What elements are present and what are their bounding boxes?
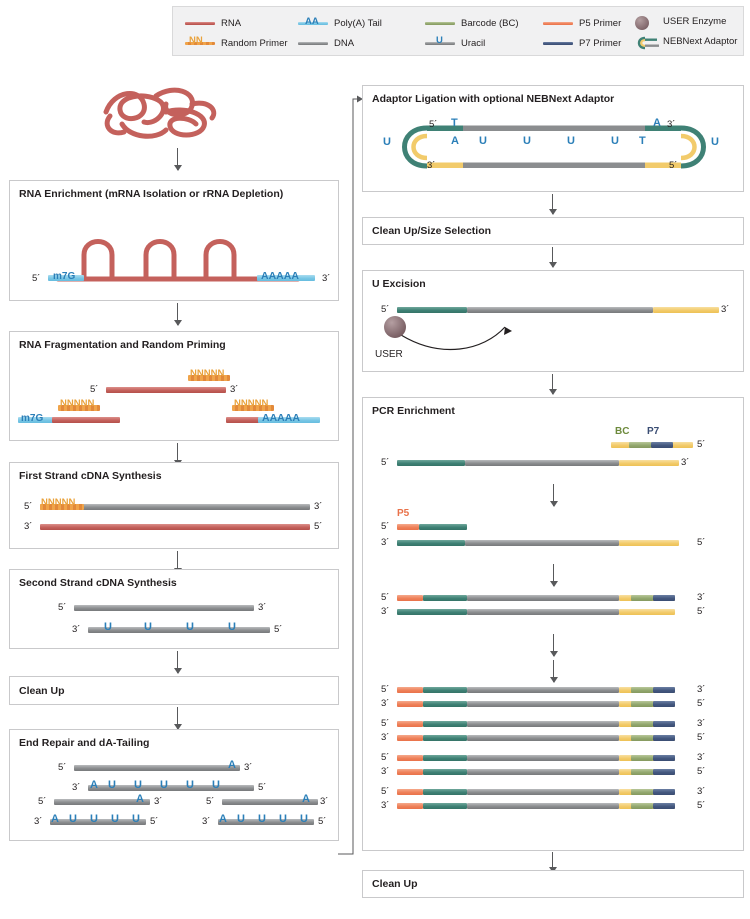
pcr3-barcode-top xyxy=(631,595,653,601)
lib1-barcode-top xyxy=(631,687,653,693)
uracil-4: U xyxy=(228,621,236,633)
lib4-p7-bottom xyxy=(653,803,675,809)
panel-title-final-clean-up: Clean Up xyxy=(372,878,418,890)
lib4-dna-top xyxy=(467,789,619,795)
lib4-bot-3prime: 3´ xyxy=(381,800,390,811)
arrow-excision-to-pcr xyxy=(552,374,553,394)
er3-u1: U xyxy=(237,813,245,825)
pcr2-adaptor-top xyxy=(419,524,467,530)
frag-right-polya-label: AAAAA xyxy=(262,412,300,424)
lib4-p7-top xyxy=(653,789,675,795)
lib3-adaptor-bottom xyxy=(423,769,467,775)
panel-rna-fragmentation xyxy=(9,331,339,441)
panel-title-u-excision: U Excision xyxy=(372,278,426,290)
legend-item-polya: AA Poly(A) Tail xyxy=(298,16,382,30)
er3-bot-3prime: 3´ xyxy=(202,816,211,827)
lig-a-right: A xyxy=(653,117,661,129)
lib3-bot-5prime: 5´ xyxy=(697,766,706,777)
er-top-3prime: 3´ xyxy=(244,762,253,773)
lib3-p7-top xyxy=(653,755,675,761)
ue-5prime: 5´ xyxy=(381,304,390,315)
er2-top-5prime: 5´ xyxy=(38,796,47,807)
uracil-1: U xyxy=(104,621,112,633)
end-repair-3-a-top: A xyxy=(302,793,310,805)
lib1-bot-3prime: 3´ xyxy=(381,698,390,709)
pcr1-5prime: 5´ xyxy=(381,457,390,468)
pcr2-bot-5prime: 5´ xyxy=(697,537,706,548)
er-u5: U xyxy=(212,779,220,791)
uracil-2: U xyxy=(144,621,152,633)
end-repair-a-top: A xyxy=(228,759,236,771)
pcr2-top-5prime: 5´ xyxy=(381,521,390,532)
arrow-ligation-to-cleanup xyxy=(552,194,553,214)
panel-title-pcr-enrichment: PCR Enrichment xyxy=(372,405,455,417)
lib3-top-5prime: 5´ xyxy=(381,752,390,763)
lib3-p5-bottom xyxy=(397,769,423,775)
er3-u3: U xyxy=(279,813,287,825)
lib4-barcode-bottom xyxy=(631,803,653,809)
arrow-tangle-to-enrichment xyxy=(177,148,178,170)
panel-adaptor-ligation xyxy=(362,85,744,192)
second-strand-top xyxy=(74,605,254,611)
arrow-second-strand-to-cleanup xyxy=(177,651,178,673)
er2-bot-3prime: 3´ xyxy=(34,816,43,827)
lib2-top-5prime: 5´ xyxy=(381,718,390,729)
legend-item-uracil: U Uracil xyxy=(425,36,485,50)
lib3-top-3prime: 3´ xyxy=(697,752,706,763)
pcr1-barcode-top xyxy=(629,442,651,448)
lib1-top-3prime: 3´ xyxy=(697,684,706,695)
lib4-p5-bottom xyxy=(397,803,423,809)
rna-tangle-illustration xyxy=(96,82,226,144)
fs-bottom-3prime: 3´ xyxy=(24,521,33,532)
arrow-cleanup-to-u-excision xyxy=(552,247,553,267)
panel-title-rna-enrichment: RNA Enrichment (mRNA Isolation or rRNA Depletion) xyxy=(19,188,284,200)
pcr2-p5 xyxy=(397,524,419,530)
lib4-top-5prime: 5´ xyxy=(381,786,390,797)
lig-u3: U xyxy=(567,135,575,147)
lib2-adaptor-bottom xyxy=(423,735,467,741)
panel-title-second-strand: Second Strand cDNA Synthesis xyxy=(19,577,177,589)
er-bot-3prime: 3´ xyxy=(72,782,81,793)
p5-label: P5 xyxy=(397,508,410,519)
arrow-pcr-stage2-3 xyxy=(553,564,554,586)
lig-top-3prime: 3´ xyxy=(667,119,676,130)
u-excision-dna-segment xyxy=(467,307,653,313)
pcr2-dna xyxy=(465,540,619,546)
lib4-dna-bottom xyxy=(467,803,619,809)
lib2-p7-bottom xyxy=(653,735,675,741)
lib4-barcode-top xyxy=(631,789,653,795)
arrow-pcr-to-final-cleanup xyxy=(552,852,553,872)
rna-enrichment-5prime: 5´ xyxy=(32,273,41,284)
pcr2-bot-3prime: 3´ xyxy=(381,537,390,548)
end-repair-top-strand xyxy=(74,765,240,771)
random-primer-right-label: NNNNN xyxy=(234,398,269,409)
lib2-p5-bottom xyxy=(397,735,423,741)
panel-rna-enrichment xyxy=(9,180,339,301)
lib2-adaptor-top xyxy=(423,721,467,727)
lib2-top-3prime: 3´ xyxy=(697,718,706,729)
er3-top-5prime: 5´ xyxy=(206,796,215,807)
p7-primer-icon xyxy=(543,37,573,49)
u-excision-yellow-segment xyxy=(653,307,719,313)
lib3-dna-bottom xyxy=(467,769,619,775)
pcr2-yellow xyxy=(619,540,679,546)
pcr3-p5 xyxy=(397,595,423,601)
pcr3-adaptor-top xyxy=(423,595,467,601)
random-primer-middle-label: NNNNN xyxy=(190,368,225,379)
pcr3-dna-top xyxy=(467,595,619,601)
lib3-barcode-bottom xyxy=(631,769,653,775)
lib2-p7-top xyxy=(653,721,675,727)
end-repair-a-bottom: A xyxy=(90,779,98,791)
legend-item-barcode: Barcode (BC) xyxy=(425,16,519,30)
ss-top-3prime: 3´ xyxy=(258,602,267,613)
pcr1-3prime: 3´ xyxy=(681,457,690,468)
arrow-pcr-stage3-4 xyxy=(553,634,554,656)
lib4-adaptor-bottom xyxy=(423,803,467,809)
ue-3prime: 3´ xyxy=(721,304,730,315)
p7-label: P7 xyxy=(647,426,660,437)
second-strand-bottom xyxy=(88,627,270,633)
er-top-5prime: 5´ xyxy=(58,762,67,773)
rna-icon xyxy=(185,17,215,29)
lig-u2: U xyxy=(523,135,531,147)
er-u4: U xyxy=(186,779,194,791)
panel-second-strand xyxy=(9,569,339,649)
panel-u-excision xyxy=(362,270,744,372)
lib2-bot-3prime: 3´ xyxy=(381,732,390,743)
lig-top-5prime: 5´ xyxy=(429,119,438,130)
user-enzyme-icon xyxy=(633,15,663,27)
lib4-top-3prime: 3´ xyxy=(697,786,706,797)
legend-item-dna: DNA xyxy=(298,36,354,50)
frag-mid-5prime: 5´ xyxy=(90,384,99,395)
rna-fragment-middle xyxy=(106,387,226,393)
lib1-dna-top xyxy=(467,687,619,693)
legend-item-p5-primer: P5 Primer xyxy=(543,16,621,30)
end-repair-2-a-bottom: A xyxy=(51,813,59,825)
er-u3: U xyxy=(160,779,168,791)
fs-bottom-5prime: 5´ xyxy=(314,521,323,532)
dna-icon xyxy=(298,37,328,49)
polya-label: AAAAA xyxy=(261,270,299,282)
polya-tail-icon: AA xyxy=(298,17,328,29)
ss-bottom-3prime: 3´ xyxy=(72,624,81,635)
pcr1-yellow xyxy=(619,460,679,466)
panel-clean-up xyxy=(9,676,339,705)
frag-mid-3prime: 3´ xyxy=(230,384,239,395)
lib1-barcode-bottom xyxy=(631,701,653,707)
er2-top-3prime: 3´ xyxy=(154,796,163,807)
er-bot-5prime: 5´ xyxy=(258,782,267,793)
lib2-dna-bottom xyxy=(467,735,619,741)
frag-left-m7g: m7G xyxy=(21,413,44,424)
pcr3-p7-top xyxy=(653,595,675,601)
lig-t-right: T xyxy=(639,135,646,147)
lib4-adaptor-top xyxy=(423,789,467,795)
pcr1-top-5prime: 5´ xyxy=(697,439,706,450)
lib4-p5-top xyxy=(397,789,423,795)
er-u1: U xyxy=(108,779,116,791)
fs-top-3prime: 3´ xyxy=(314,501,323,512)
barcode-icon xyxy=(425,17,455,29)
pcr3-bot-5prime: 5´ xyxy=(697,606,706,617)
user-enzyme-label: USER xyxy=(375,349,403,360)
lib1-p5-top xyxy=(397,687,423,693)
panel-end-repair xyxy=(9,729,339,841)
panel-title-clean-up: Clean Up xyxy=(19,685,65,697)
lib2-p5-top xyxy=(397,721,423,727)
pcr1-dna xyxy=(465,460,619,466)
end-repair-2-a-top: A xyxy=(136,793,144,805)
pcr3-dna-bottom xyxy=(467,609,619,615)
lib4-bot-5prime: 5´ xyxy=(697,800,706,811)
lib2-bot-5prime: 5´ xyxy=(697,732,706,743)
lib3-barcode-top xyxy=(631,755,653,761)
legend-item-nebnext-adaptor: NEBNext Adaptor xyxy=(633,34,737,48)
user-enzyme-arrow xyxy=(387,315,587,355)
p5-primer-icon xyxy=(543,17,573,29)
er2-u1: U xyxy=(69,813,77,825)
pcr3-bot-3prime: 3´ xyxy=(381,606,390,617)
lib1-bot-5prime: 5´ xyxy=(697,698,706,709)
panel-pcr-enrichment xyxy=(362,397,744,851)
lib3-adaptor-top xyxy=(423,755,467,761)
pcr1-p7-top xyxy=(651,442,673,448)
uracil-3: U xyxy=(186,621,194,633)
lig-bot-5prime: 5´ xyxy=(669,160,678,171)
end-repair-3-a-bottom: A xyxy=(219,813,227,825)
uracil-icon: U xyxy=(425,37,455,49)
lib3-p5-top xyxy=(397,755,423,761)
panel-title-end-repair: End Repair and dA-Tailing xyxy=(19,737,150,749)
er3-bot-5prime: 5´ xyxy=(318,816,327,827)
random-primer-left-label: NNNNN xyxy=(60,398,95,409)
panel-cleanup-size-selection xyxy=(362,217,744,245)
ss-top-5prime: 5´ xyxy=(58,602,67,613)
arrow-enrichment-to-fragmentation xyxy=(177,303,178,325)
lib2-dna-top xyxy=(467,721,619,727)
er-u2: U xyxy=(134,779,142,791)
er3-top-3prime: 3´ xyxy=(320,796,329,807)
pcr3-top-5prime: 5´ xyxy=(381,592,390,603)
lig-t-left: T xyxy=(451,117,458,129)
er2-u4: U xyxy=(132,813,140,825)
lib1-p7-top xyxy=(653,687,675,693)
er2-u3: U xyxy=(111,813,119,825)
arrow-cleanup-to-end-repair xyxy=(177,707,178,729)
legend xyxy=(172,6,744,56)
lib3-dna-top xyxy=(467,755,619,761)
arrow-pcr-stage4-5 xyxy=(553,660,554,682)
er2-u2: U xyxy=(90,813,98,825)
ss-bottom-5prime: 5´ xyxy=(274,624,283,635)
rna-fragment-left xyxy=(52,417,120,423)
adaptor-right-u: U xyxy=(711,136,719,148)
lig-u4: U xyxy=(611,135,619,147)
panel-title-adaptor-ligation: Adaptor Ligation with optional NEBNext Adaptor xyxy=(372,93,615,105)
lib2-barcode-top xyxy=(631,721,653,727)
lib1-adaptor-bottom xyxy=(423,701,467,707)
lib3-bot-3prime: 3´ xyxy=(381,766,390,777)
legend-item-random-primer: NN Random Primer xyxy=(185,36,288,50)
panel-title-cleanup-size-selection: Clean Up/Size Selection xyxy=(372,225,492,237)
arrow-pcr-stage1-2 xyxy=(553,484,554,506)
bc-label: BC xyxy=(615,426,630,437)
pcr2-adaptor-bottom xyxy=(397,540,465,546)
rna-enrichment-3prime: 3´ xyxy=(322,273,331,284)
lib1-top-5prime: 5´ xyxy=(381,684,390,695)
er3-u4: U xyxy=(300,813,308,825)
er2-bot-5prime: 5´ xyxy=(150,816,159,827)
user-enzyme-circle xyxy=(379,313,415,345)
lig-bot-3prime: 3´ xyxy=(427,160,436,171)
nebnext-adaptor-icon xyxy=(633,35,663,47)
fs-top-5prime: 5´ xyxy=(24,501,33,512)
panel-final-clean-up xyxy=(362,870,744,898)
lib1-p7-bottom xyxy=(653,701,675,707)
random-primer-icon: NN xyxy=(185,37,215,49)
first-strand-primer-label: NNNNN xyxy=(41,497,76,508)
lib2-barcode-bottom xyxy=(631,735,653,741)
er3-u2: U xyxy=(258,813,266,825)
panel-first-strand xyxy=(9,462,339,549)
first-strand-rna-template xyxy=(40,524,310,530)
pcr3-yellow-bottom xyxy=(619,609,675,615)
m7g-label: m7G xyxy=(53,271,76,282)
pcr3-adaptor-bottom xyxy=(397,609,467,615)
panel-title-rna-fragmentation: RNA Fragmentation and Random Priming xyxy=(19,339,226,351)
lib1-adaptor-top xyxy=(423,687,467,693)
legend-item-p7-primer: P7 Primer xyxy=(543,36,621,50)
pcr3-top-3prime: 3´ xyxy=(697,592,706,603)
lig-a-left: A xyxy=(451,135,459,147)
pcr1-adaptor xyxy=(397,460,465,466)
lig-u1: U xyxy=(479,135,487,147)
lib3-p7-bottom xyxy=(653,769,675,775)
lib1-p5-bottom xyxy=(397,701,423,707)
panel-title-first-strand: First Strand cDNA Synthesis xyxy=(19,470,162,482)
legend-item-rna: RNA xyxy=(185,16,241,30)
lib1-dna-bottom xyxy=(467,701,619,707)
adaptor-left-u: U xyxy=(383,136,391,148)
legend-item-user-enzyme: USER Enzyme xyxy=(633,14,726,28)
